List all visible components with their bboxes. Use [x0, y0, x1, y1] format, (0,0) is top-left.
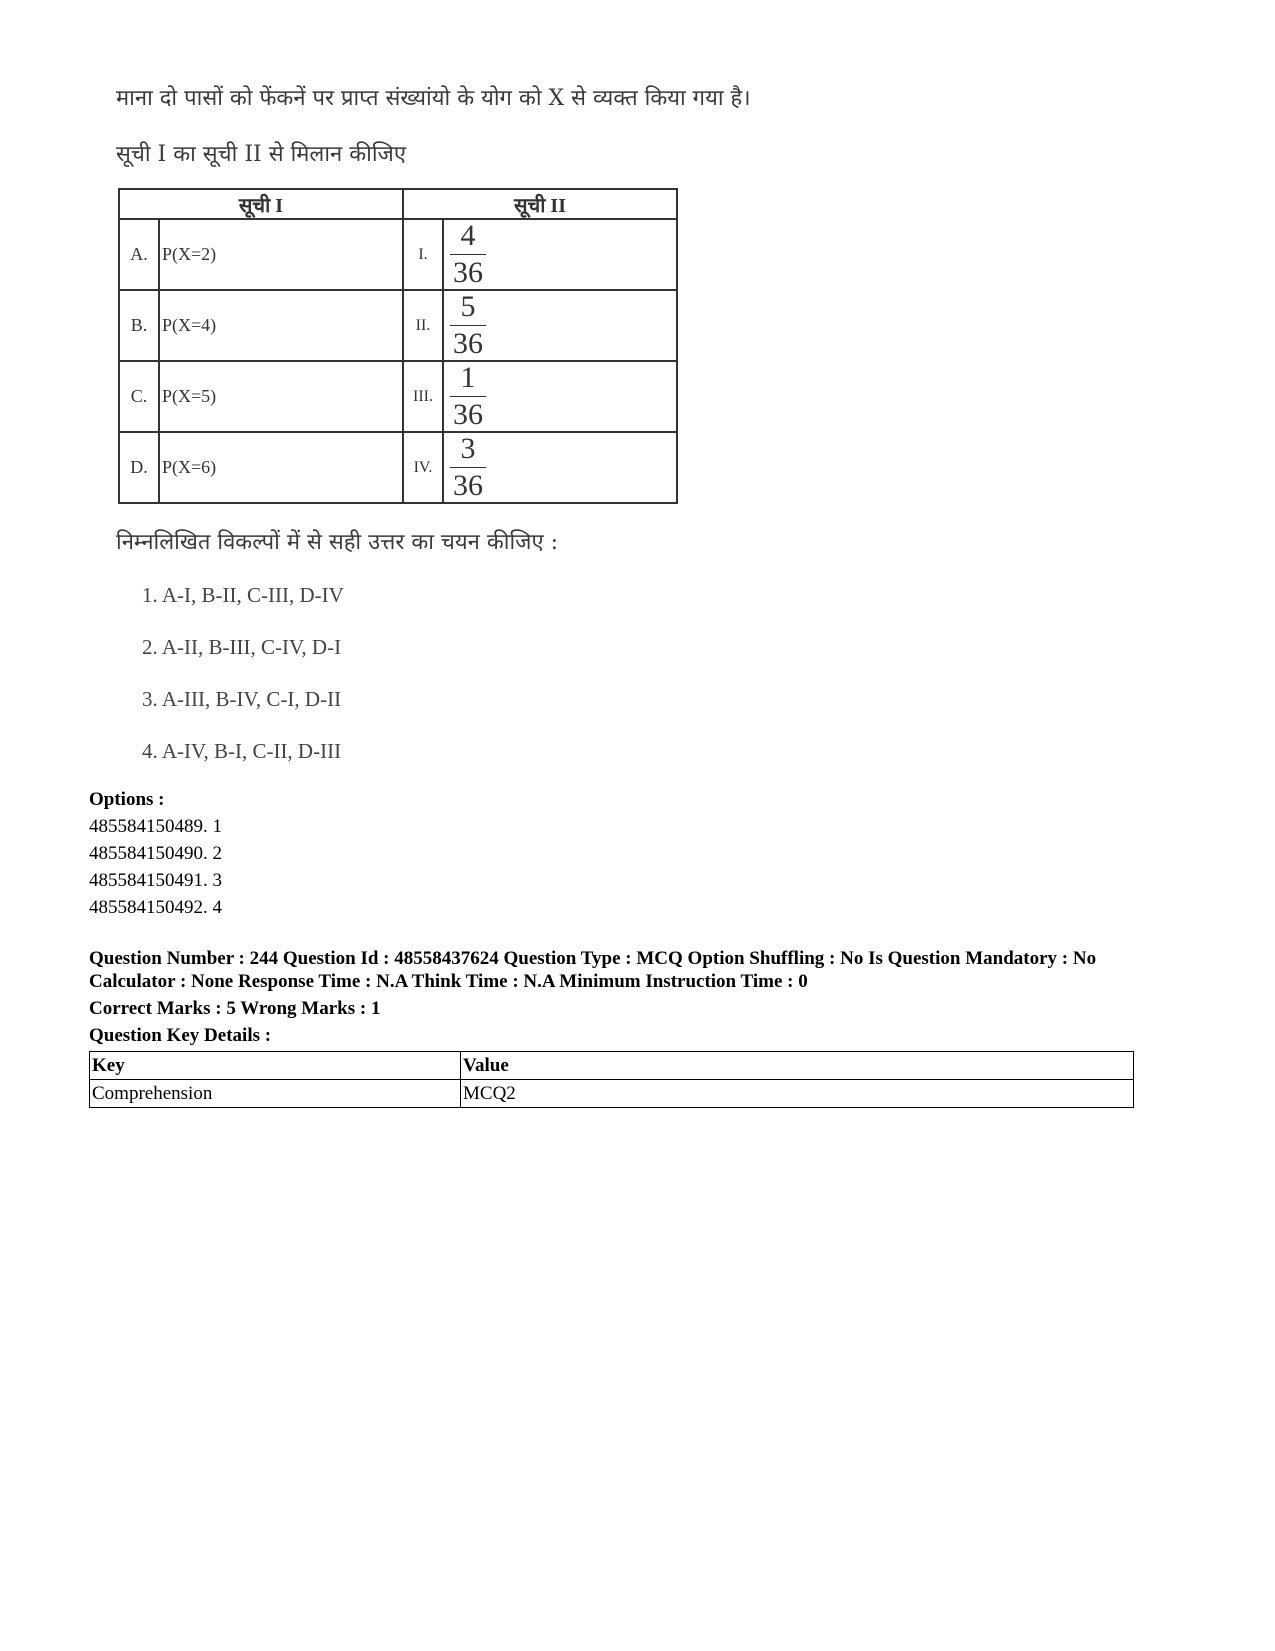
row-letter: D.	[119, 432, 159, 503]
match-row	[119, 432, 677, 503]
marks-details: Correct Marks : 5 Wrong Marks : 1	[89, 998, 381, 1019]
row-fraction	[443, 219, 677, 290]
key-details-heading: Question Key Details :	[89, 1025, 272, 1046]
option-item: 485584150491. 3	[89, 870, 222, 891]
row-expression: P(X=5)	[159, 361, 403, 432]
question-details: Question Number : 244 Question Id : 48558437624 Question Type : MCQ Option Shuffling : No Is Question Mandatory : No Calculator : None Response Time : N.A Think Time : N.A Minimum Instruction Time : 0	[89, 948, 1097, 992]
option-item: 485584150489. 1	[89, 816, 222, 837]
row-fraction	[443, 290, 677, 361]
match-row	[119, 219, 677, 290]
list-2-header: सूची II	[403, 189, 677, 219]
fraction-numerator: 5	[460, 290, 476, 323]
row-expression: P(X=2)	[159, 219, 403, 290]
fraction-numerator: 3	[460, 432, 476, 465]
match-row	[119, 361, 677, 432]
option-item: 485584150490. 2	[89, 843, 222, 864]
row-fraction	[443, 432, 677, 503]
answer-choices	[142, 580, 344, 788]
answer-choice: 1. A-I, B-II, C-III, D-IV	[142, 583, 344, 607]
question-intro: माना दो पासों को फेंकनें पर प्राप्त संख्यांयो के योग को X से व्यक्त किया गया है।	[116, 86, 751, 111]
row-expression: P(X=4)	[159, 290, 403, 361]
options-list	[89, 786, 1139, 921]
fraction-denominator: 36	[453, 256, 483, 289]
row-roman: II.	[403, 290, 443, 361]
key-header: Key	[90, 1052, 461, 1080]
list-1-header: सूची I	[119, 189, 403, 219]
match-row	[119, 290, 677, 361]
fraction-numerator: 1	[460, 361, 476, 394]
table-row	[90, 1080, 1134, 1108]
answer-choice: 2. A-II, B-III, C-IV, D-I	[142, 635, 342, 659]
row-expression: P(X=6)	[159, 432, 403, 503]
row-letter: C.	[119, 361, 159, 432]
option-item: 485584150492. 4	[89, 897, 222, 918]
question-prompt: निम्नलिखित विकल्पों में से सही उत्तर का चयन कीजिए :	[116, 530, 559, 555]
fraction-denominator: 36	[453, 327, 483, 360]
fraction-denominator: 36	[453, 398, 483, 431]
question-meta	[89, 786, 1139, 1108]
answer-choice: 3. A-III, B-IV, C-I, D-II	[142, 687, 342, 711]
value-cell: MCQ2	[461, 1080, 1134, 1108]
fraction-denominator: 36	[453, 469, 483, 502]
fraction-numerator: 4	[460, 219, 476, 252]
options-heading: Options :	[89, 789, 165, 810]
key-cell: Comprehension	[90, 1080, 461, 1108]
row-roman: IV.	[403, 432, 443, 503]
key-details-table	[89, 1051, 1134, 1108]
value-header: Value	[461, 1052, 1134, 1080]
match-table	[118, 188, 678, 504]
question-instruction: सूची I का सूची II से मिलान कीजिए	[116, 142, 407, 167]
row-letter: A.	[119, 219, 159, 290]
row-roman: I.	[403, 219, 443, 290]
answer-choice: 4. A-IV, B-I, C-II, D-III	[142, 739, 342, 763]
row-fraction	[443, 361, 677, 432]
row-roman: III.	[403, 361, 443, 432]
question-info	[89, 947, 1139, 1047]
row-letter: B.	[119, 290, 159, 361]
